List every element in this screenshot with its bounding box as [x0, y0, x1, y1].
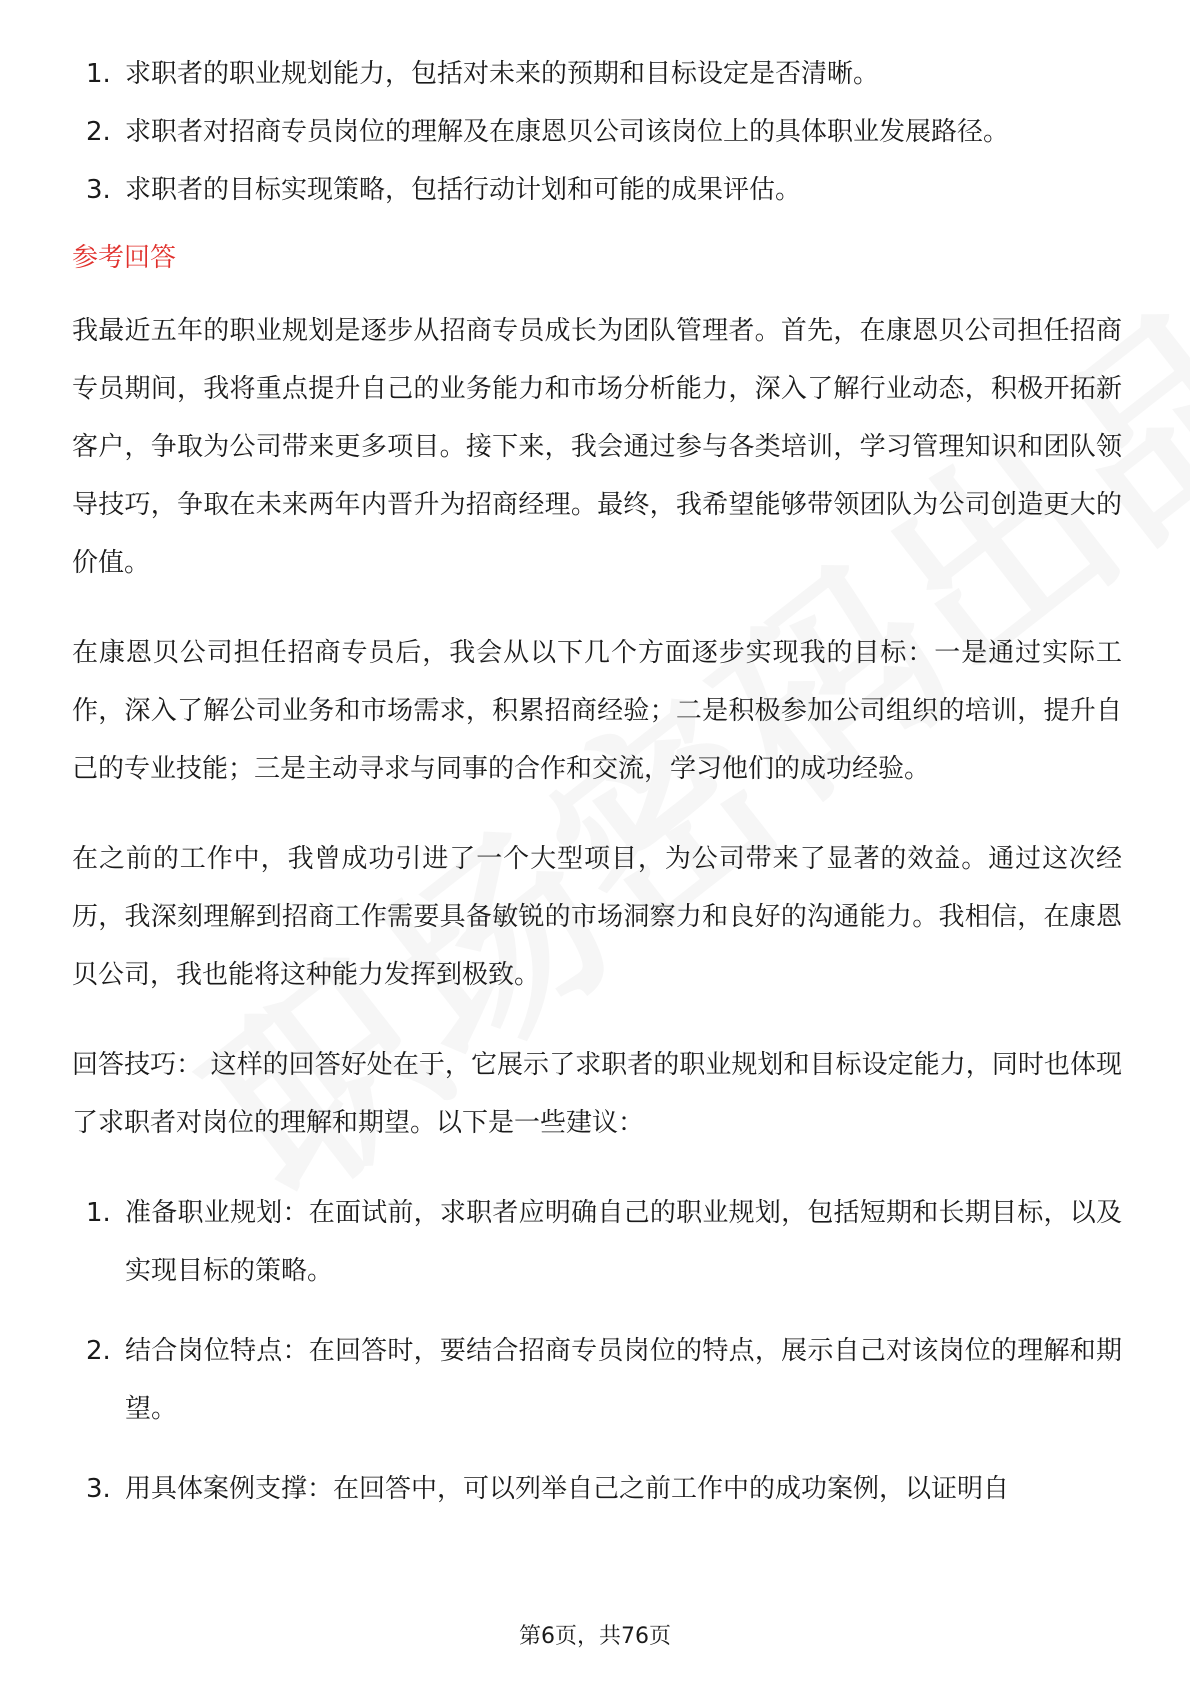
list-item — [72, 114, 1122, 150]
paragraph: 在康恩贝公司担任招商专员后，我会从以下几个方面逐步实现我的目标：一是通过实际工作，深入了解公司业务和市场需求，积累招商经验；二是积极参加公司组织的培训，提升自己的专业技能；三是主动寻求与同事的合作和交流，学习他们的成功经验。 — [72, 638, 1122, 784]
list-item — [72, 1322, 1122, 1438]
list-number: 1. — [86, 59, 111, 89]
question-list — [72, 56, 1122, 208]
list-item — [72, 1460, 1122, 1518]
page-footer: 第6页，共76页 — [519, 1624, 671, 1649]
list-text: 准备职业规划：在面试前，求职者应明确自己的职业规划，包括短期和长期目标，以及实现目标的策略。 — [125, 1198, 1122, 1286]
list-text: 求职者对招商专员岗位的理解及在康恩贝公司该岗位上的具体职业发展路径。 — [125, 117, 1010, 147]
list-number: 3. — [86, 175, 111, 205]
list-item — [72, 56, 1122, 92]
list-number: 3. — [86, 1474, 111, 1504]
paragraph: 我最近五年的职业规划是逐步从招商专员成长为团队管理者。首先，在康恩贝公司担任招商专员期间，我将重点提升自己的业务能力和市场分析能力，深入了解行业动态，积极开拓新客户，争取为公司带来更多项目。接下来，我会通过参与各类培训，学习管理知识和团队领导技巧，争取在未来两年内晋升为招商经理。最终，我希望能够带领团队为公司创造更大的价值。 — [72, 316, 1122, 578]
paragraph: 在之前的工作中，我曾成功引进了一个大型项目，为公司带来了显著的效益。通过这次经历，我深刻理解到招商工作需要具备敏锐的市场洞察力和良好的沟通能力。我相信，在康恩贝公司，我也能将这种能力发挥到极致。 — [72, 844, 1122, 990]
list-item — [72, 172, 1122, 208]
document-body — [72, 56, 1122, 1540]
answer-heading: 参考回答 — [72, 243, 177, 273]
list-number: 2. — [86, 1336, 111, 1366]
list-text: 用具体案例支撑：在回答中，可以列举自己之前工作中的成功案例，以证明自 — [125, 1474, 1010, 1504]
list-item — [72, 1184, 1122, 1300]
list-number: 1. — [86, 1198, 111, 1228]
list-text: 求职者的目标实现策略，包括行动计划和可能的成果评估。 — [125, 175, 802, 205]
list-number: 2. — [86, 117, 111, 147]
tips-intro: 回答技巧： 这样的回答好处在于，它展示了求职者的职业规划和目标设定能力，同时也体现了求职者对岗位的理解和期望。以下是一些建议： — [72, 1050, 1122, 1138]
list-text: 求职者的职业规划能力，包括对未来的预期和目标设定是否清晰。 — [125, 59, 880, 89]
list-text: 结合岗位特点：在回答时，要结合招商专员岗位的特点，展示自己对该岗位的理解和期望。 — [125, 1336, 1122, 1424]
tips-list — [72, 1184, 1122, 1518]
